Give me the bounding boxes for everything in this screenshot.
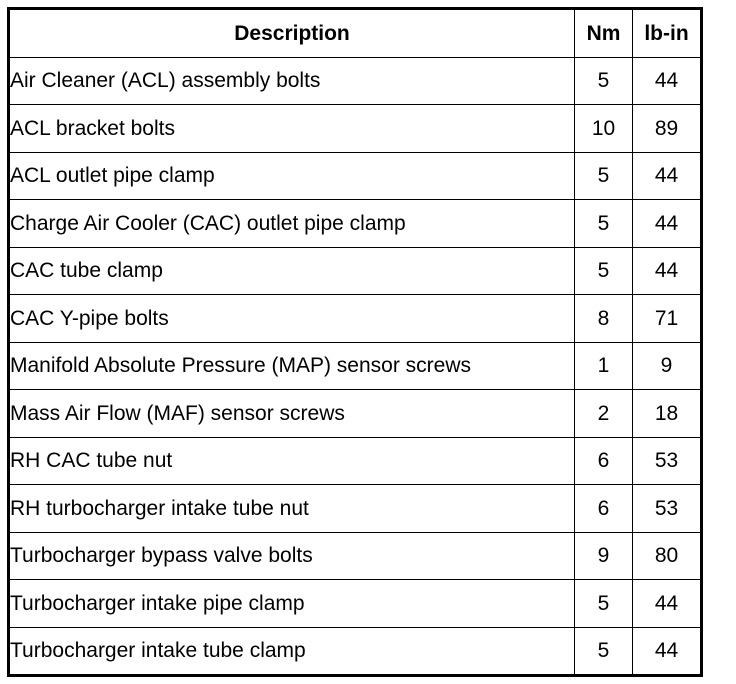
table-row	[9, 627, 702, 676]
nm-cell: 8	[575, 295, 633, 343]
nm-cell: 5	[575, 57, 633, 105]
nm-cell: 2	[575, 390, 633, 438]
description-cell: Air Cleaner (ACL) assembly bolts	[9, 57, 575, 105]
description-cell: RH CAC tube nut	[9, 437, 575, 485]
table-row	[9, 390, 702, 438]
description-cell: ACL outlet pipe clamp	[9, 152, 575, 200]
lb-in-cell: 53	[633, 437, 702, 485]
lb-in-cell: 44	[633, 57, 702, 105]
header-row	[9, 9, 702, 58]
header-description: Description	[9, 9, 575, 58]
header-lb-in: lb-in	[633, 9, 702, 58]
lb-in-cell: 9	[633, 342, 702, 390]
lb-in-cell: 44	[633, 152, 702, 200]
nm-cell: 5	[575, 200, 633, 248]
table-row	[9, 247, 702, 295]
nm-cell: 5	[575, 247, 633, 295]
table-row	[9, 532, 702, 580]
description-cell: ACL bracket bolts	[9, 105, 575, 153]
nm-cell: 10	[575, 105, 633, 153]
nm-cell: 5	[575, 627, 633, 676]
description-cell: Turbocharger intake tube clamp	[9, 627, 575, 676]
description-cell: RH turbocharger intake tube nut	[9, 485, 575, 533]
lb-in-cell: 44	[633, 580, 702, 628]
lb-in-cell: 44	[633, 200, 702, 248]
description-cell: Charge Air Cooler (CAC) outlet pipe clamp	[9, 200, 575, 248]
table-row	[9, 485, 702, 533]
lb-in-cell: 80	[633, 532, 702, 580]
lb-in-cell: 53	[633, 485, 702, 533]
nm-cell: 5	[575, 580, 633, 628]
description-cell: CAC Y-pipe bolts	[9, 295, 575, 343]
description-cell: Turbocharger intake pipe clamp	[9, 580, 575, 628]
nm-cell: 9	[575, 532, 633, 580]
table-row	[9, 200, 702, 248]
torque-spec-table	[7, 7, 703, 677]
nm-cell: 1	[575, 342, 633, 390]
lb-in-cell: 89	[633, 105, 702, 153]
description-cell: Turbocharger bypass valve bolts	[9, 532, 575, 580]
header-nm: Nm	[575, 9, 633, 58]
table-row	[9, 105, 702, 153]
table-row	[9, 342, 702, 390]
description-cell: CAC tube clamp	[9, 247, 575, 295]
lb-in-cell: 71	[633, 295, 702, 343]
table-row	[9, 57, 702, 105]
description-cell: Manifold Absolute Pressure (MAP) sensor screws	[9, 342, 575, 390]
table-row	[9, 437, 702, 485]
table-row	[9, 152, 702, 200]
nm-cell: 6	[575, 485, 633, 533]
table-row	[9, 580, 702, 628]
table-row	[9, 295, 702, 343]
nm-cell: 5	[575, 152, 633, 200]
lb-in-cell: 44	[633, 627, 702, 676]
nm-cell: 6	[575, 437, 633, 485]
lb-in-cell: 18	[633, 390, 702, 438]
description-cell: Mass Air Flow (MAF) sensor screws	[9, 390, 575, 438]
lb-in-cell: 44	[633, 247, 702, 295]
